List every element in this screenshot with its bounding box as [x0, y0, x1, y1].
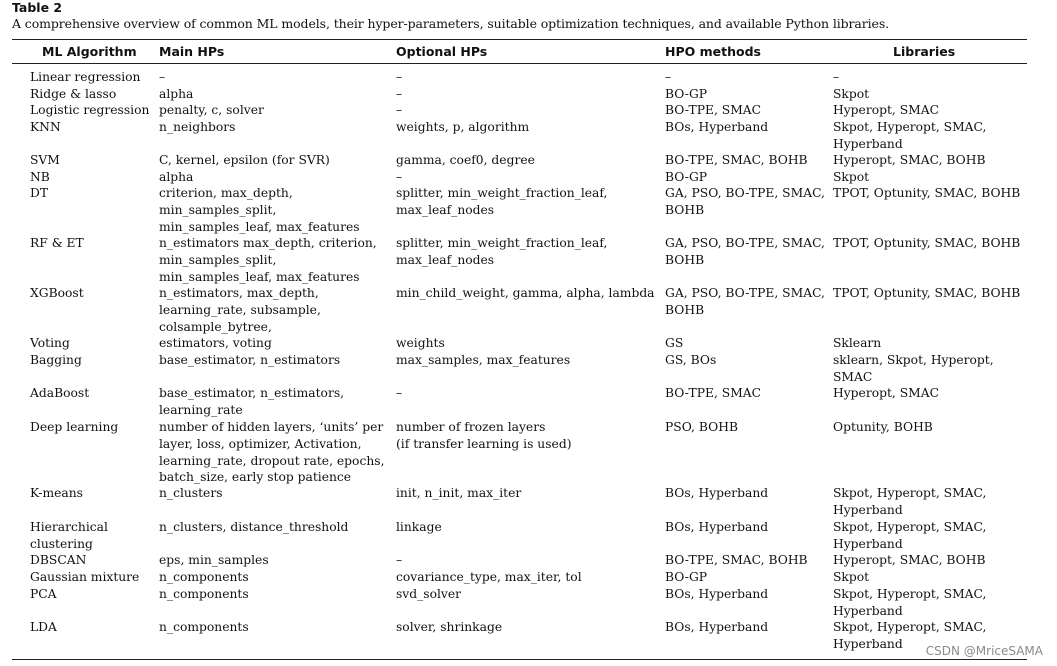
cell-main-hps: n_components — [159, 570, 249, 584]
table-caption-text: A comprehensive overview of common ML models, their hyper-parameters, suitable optimization techniques, and available Python libraries. — [12, 16, 890, 31]
cell-main-hps: – — [159, 70, 166, 84]
cell-main-hps: n_neighbors — [159, 120, 236, 134]
watermark: CSDN @MriceSAMA — [925, 644, 1043, 658]
cell-libraries: Hyperopt, SMAC, BOHB — [833, 553, 986, 567]
cell-optional-hps: splitter, min_weight_fraction_leaf, max_leaf_nodes — [396, 186, 608, 217]
cell-hpo-methods: GS — [665, 336, 684, 350]
cell-optional-hps: – — [396, 103, 403, 117]
cell-hpo-methods: BO-GP — [665, 170, 708, 184]
cell-optional-hps: gamma, coef0, degree — [396, 153, 535, 167]
cell-main-hps: n_components — [159, 587, 249, 601]
cell-hpo-methods: BO-GP — [665, 570, 708, 584]
cell-hpo-methods: BO-TPE, SMAC, BOHB — [665, 553, 808, 567]
cell-libraries: sklearn, Skpot, Hyperopt, SMAC — [833, 353, 994, 384]
cell-hpo-methods: BO-TPE, SMAC — [665, 103, 762, 117]
cell-optional-hps: weights — [396, 336, 445, 350]
cell-algorithm: NB — [30, 170, 50, 184]
cell-optional-hps: splitter, min_weight_fraction_leaf, max_leaf_nodes — [396, 236, 608, 267]
cell-libraries: Skpot, Hyperopt, SMAC, Hyperband — [833, 620, 987, 651]
cell-libraries: Hyperopt, SMAC — [833, 103, 940, 117]
cell-optional-hps: linkage — [396, 520, 442, 534]
cell-optional-hps: – — [396, 70, 403, 84]
cell-optional-hps: number of frozen layers (if transfer learning is used) — [396, 420, 572, 451]
cell-hpo-methods: PSO, BOHB — [665, 420, 738, 434]
cell-libraries: TPOT, Optunity, SMAC, BOHB — [833, 186, 1021, 200]
cell-hpo-methods: BO-GP — [665, 87, 708, 101]
cell-algorithm: PCA — [30, 587, 57, 601]
cell-algorithm: K-means — [30, 486, 83, 500]
cell-hpo-methods: BO-TPE, SMAC, BOHB — [665, 153, 808, 167]
header-ml-algorithm: ML Algorithm — [42, 44, 137, 59]
cell-libraries: Skpot — [833, 87, 870, 101]
cell-main-hps: estimators, voting — [159, 336, 272, 350]
cell-libraries: Skpot, Hyperopt, SMAC, Hyperband — [833, 520, 987, 551]
cell-libraries: Optunity, BOHB — [833, 420, 933, 434]
cell-algorithm: Logistic regression — [30, 103, 150, 117]
cell-libraries: Skpot, Hyperopt, SMAC, Hyperband — [833, 486, 987, 517]
cell-optional-hps: init, n_init, max_iter — [396, 486, 522, 500]
cell-hpo-methods: BOs, Hyperband — [665, 520, 769, 534]
header-hpo-methods: HPO methods — [665, 44, 761, 59]
cell-algorithm: Deep learning — [30, 420, 119, 434]
cell-algorithm: Linear regression — [30, 70, 141, 84]
table-top-rule — [12, 39, 1027, 40]
cell-hpo-methods: BOs, Hyperband — [665, 120, 769, 134]
cell-main-hps: C, kernel, epsilon (for SVR) — [159, 153, 330, 167]
cell-main-hps: alpha — [159, 170, 194, 184]
cell-optional-hps: solver, shrinkage — [396, 620, 503, 634]
cell-optional-hps: max_samples, max_features — [396, 353, 571, 367]
cell-libraries: Skpot, Hyperopt, SMAC, Hyperband — [833, 120, 987, 151]
table-caption-label: Table 2 — [12, 0, 63, 15]
cell-algorithm: Ridge & lasso — [30, 87, 117, 101]
cell-optional-hps: covariance_type, max_iter, tol — [396, 570, 582, 584]
header-main-hps: Main HPs — [159, 44, 225, 59]
cell-hpo-methods: GS, BOs — [665, 353, 717, 367]
cell-hpo-methods: BO-TPE, SMAC — [665, 386, 762, 400]
cell-hpo-methods: GA, PSO, BO-TPE, SMAC, BOHB — [665, 186, 825, 217]
cell-optional-hps: – — [396, 87, 403, 101]
cell-hpo-methods: BOs, Hyperband — [665, 587, 769, 601]
cell-main-hps: base_estimator, n_estimators — [159, 353, 341, 367]
cell-main-hps: criterion, max_depth, min_samples_split, min_samples_leaf, max_features — [159, 186, 360, 234]
cell-hpo-methods: BOs, Hyperband — [665, 486, 769, 500]
cell-libraries: TPOT, Optunity, SMAC, BOHB — [833, 286, 1021, 300]
cell-main-hps: alpha — [159, 87, 194, 101]
cell-hpo-methods: – — [665, 70, 672, 84]
cell-algorithm: KNN — [30, 120, 61, 134]
table-bottom-rule — [12, 659, 1027, 660]
cell-main-hps: n_estimators, max_depth, learning_rate, subsample, colsample_bytree, — [159, 286, 321, 334]
cell-libraries: Skpot — [833, 570, 870, 584]
cell-libraries: Hyperopt, SMAC, BOHB — [833, 153, 986, 167]
cell-optional-hps: min_child_weight, gamma, alpha, lambda — [396, 286, 655, 300]
cell-main-hps: penalty, c, solver — [159, 103, 264, 117]
cell-libraries: – — [833, 70, 840, 84]
cell-algorithm: XGBoost — [30, 286, 84, 300]
cell-optional-hps: – — [396, 170, 403, 184]
cell-optional-hps: – — [396, 386, 403, 400]
cell-algorithm: Bagging — [30, 353, 82, 367]
cell-algorithm: SVM — [30, 153, 60, 167]
cell-algorithm: Hierarchical clustering — [30, 520, 108, 551]
cell-main-hps: number of hidden layers, ‘units’ per layer, loss, optimizer, Activation, learning_rate, dropout rate, epochs, batch_size, early stop patience — [159, 420, 385, 485]
cell-algorithm: Gaussian mixture — [30, 570, 140, 584]
cell-algorithm: DBSCAN — [30, 553, 87, 567]
cell-hpo-methods: GA, PSO, BO-TPE, SMAC, BOHB — [665, 286, 825, 317]
cell-libraries: TPOT, Optunity, SMAC, BOHB — [833, 236, 1021, 250]
cell-main-hps: n_clusters, distance_threshold — [159, 520, 349, 534]
cell-main-hps: n_components — [159, 620, 249, 634]
cell-main-hps: base_estimator, n_estimators, learning_rate — [159, 386, 345, 417]
header-libraries: Libraries — [893, 44, 956, 59]
cell-libraries: Skpot — [833, 170, 870, 184]
cell-optional-hps: svd_solver — [396, 587, 462, 601]
cell-libraries: Hyperopt, SMAC — [833, 386, 940, 400]
cell-main-hps: n_clusters — [159, 486, 223, 500]
cell-hpo-methods: BOs, Hyperband — [665, 620, 769, 634]
cell-optional-hps: – — [396, 553, 403, 567]
header-optional-hps: Optional HPs — [396, 44, 488, 59]
cell-algorithm: RF & ET — [30, 236, 84, 250]
cell-hpo-methods: GA, PSO, BO-TPE, SMAC, BOHB — [665, 236, 825, 267]
header-bottom-rule — [12, 63, 1027, 64]
cell-main-hps: eps, min_samples — [159, 553, 269, 567]
cell-libraries: Skpot, Hyperopt, SMAC, Hyperband — [833, 587, 987, 618]
cell-libraries: Sklearn — [833, 336, 882, 350]
cell-algorithm: Voting — [30, 336, 70, 350]
cell-algorithm: DT — [30, 186, 49, 200]
cell-optional-hps: weights, p, algorithm — [396, 120, 530, 134]
cell-algorithm: LDA — [30, 620, 57, 634]
cell-algorithm: AdaBoost — [30, 386, 90, 400]
cell-main-hps: n_estimators max_depth, criterion, min_samples_split, min_samples_leaf, max_features — [159, 236, 377, 284]
